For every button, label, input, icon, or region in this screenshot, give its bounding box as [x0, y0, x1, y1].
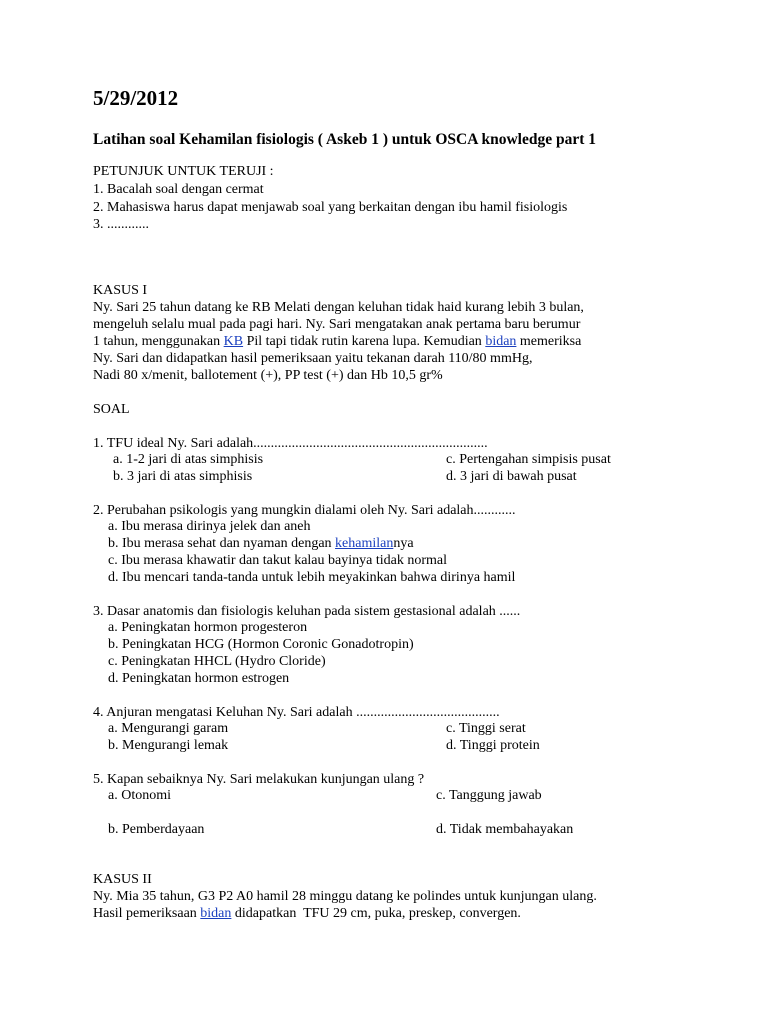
- case-text-line: mengeluh selalu mual pada pagi hari. Ny. Sari mengatakan anak pertama baru berumur: [93, 317, 581, 332]
- option-a: a. 1-2 jari di atas simphisis: [113, 452, 264, 467]
- question-1: 1. TFU ideal Ny. Sari adalah...................................................................: [93, 436, 488, 451]
- instructions-heading: PETUNJUK UNTUK TERUJI :: [93, 164, 274, 179]
- option-d: d. Ibu mencari tanda-tanda untuk lebih meyakinkan bahwa dirinya hamil: [108, 570, 516, 585]
- case-text-line: Ny. Sari 25 tahun datang ke RB Melati dengan keluhan tidak haid kurang lebih 3 bulan,: [93, 300, 584, 315]
- instruction-item: 1. Bacalah soal dengan cermat: [93, 182, 264, 197]
- case-text-segment: Hasil pemeriksaan: [93, 906, 201, 921]
- option-a: a. Ibu merasa dirinya jelek dan aneh: [108, 519, 311, 534]
- option-c: c. Pertengahan simpisis pusat: [446, 452, 611, 467]
- instruction-item: 2. Mahasiswa harus dapat menjawab soal yang berkaitan dengan ibu hamil fisiologis: [93, 200, 568, 215]
- case-text-line: Nadi 80 x/menit, ballotement (+), PP test (+) dan Hb 10,5 gr%: [93, 368, 443, 383]
- document-title: Latihan soal Kehamilan fisiologis ( Askeb 1 ) untuk OSCA knowledge part 1: [93, 131, 596, 148]
- case-text-line: Ny. Mia 35 tahun, G3 P2 A0 hamil 28 minggu datang ke polindes untuk kunjungan ulang.: [93, 889, 597, 904]
- option-text-segment: b. Ibu merasa sehat dan nyaman dengan: [108, 536, 336, 551]
- case-text-segment: memeriksa: [516, 334, 582, 349]
- option-d: d. Tinggi protein: [446, 738, 540, 753]
- case-heading: KASUS I: [93, 283, 148, 298]
- option-a: a. Mengurangi garam: [108, 721, 229, 736]
- option-d: d. 3 jari di bawah pusat: [446, 469, 577, 484]
- option-d: d. Peningkatan hormon estrogen: [108, 671, 290, 686]
- option-b: b. 3 jari di atas simphisis: [113, 469, 253, 484]
- case-text-line: Ny. Sari dan didapatkan hasil pemeriksaan yaitu tekanan darah 110/80 mmHg,: [93, 351, 533, 366]
- option-b: b. Pemberdayaan: [108, 822, 205, 837]
- bidan-link[interactable]: bidan: [485, 334, 517, 349]
- kb-link[interactable]: KB: [223, 334, 244, 349]
- question-4: 4. Anjuran mengatasi Keluhan Ny. Sari adalah .........................................: [93, 705, 500, 720]
- question-3: 3. Dasar anatomis dan fisiologis keluhan pada sistem gestasional adalah ......: [93, 604, 521, 619]
- case-text-segment: 1 tahun, menggunakan: [93, 334, 224, 349]
- option-b: [108, 535, 414, 552]
- post-date: 5/29/2012: [93, 86, 179, 110]
- option-a: a. Otonomi: [108, 788, 171, 803]
- option-a: a. Peningkatan hormon progesteron: [108, 620, 308, 635]
- soal-heading: SOAL: [93, 402, 130, 417]
- case-heading: KASUS II: [93, 872, 152, 887]
- option-c: c. Tanggung jawab: [436, 788, 542, 803]
- case-text-segment: didapatkan TFU 29 cm, puka, preskep, convergen.: [231, 906, 521, 921]
- case-text-line: [93, 333, 581, 350]
- case-text-segment: Pil tapi tidak rutin karena lupa. Kemudian: [243, 334, 486, 349]
- bidan-link[interactable]: bidan: [200, 906, 232, 921]
- option-c: c. Ibu merasa khawatir dan takut kalau bayinya tidak normal: [108, 553, 447, 568]
- option-b: b. Peningkatan HCG (Hormon Coronic Gonadotropin): [108, 637, 414, 652]
- option-d: d. Tidak membahayakan: [436, 822, 574, 837]
- kehamilan-link[interactable]: kehamilan: [335, 536, 394, 551]
- option-c: c. Peningkatan HHCL (Hydro Cloride): [108, 654, 326, 669]
- case-text-line: [93, 905, 521, 922]
- option-text-segment: nya: [393, 536, 414, 551]
- question-2: 2. Perubahan psikologis yang mungkin dialami oleh Ny. Sari adalah............: [93, 503, 516, 518]
- option-b: b. Mengurangi lemak: [108, 738, 229, 753]
- instruction-item: 3. ............: [93, 217, 149, 232]
- option-c: c. Tinggi serat: [446, 721, 526, 736]
- question-5: 5. Kapan sebaiknya Ny. Sari melakukan kunjungan ulang ?: [93, 772, 425, 787]
